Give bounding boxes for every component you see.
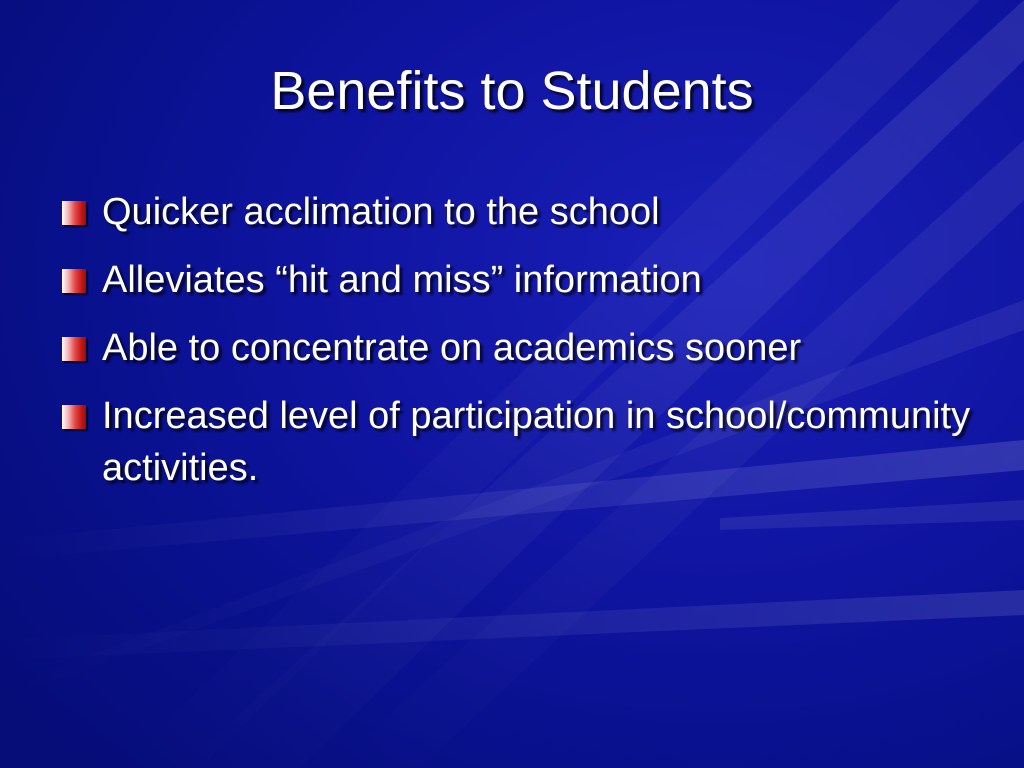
bullet-text: Able to concentrate on academics sooner	[102, 327, 802, 369]
bullet-item	[62, 322, 982, 374]
slide-title: Benefits to Students	[270, 61, 754, 121]
bullet-text: Alleviates “hit and miss” information	[102, 259, 702, 301]
bullet-list	[62, 186, 982, 510]
square-bullet-icon	[62, 337, 86, 361]
bullet-item	[62, 390, 982, 494]
square-bullet-icon	[62, 201, 86, 225]
bullet-item	[62, 186, 982, 238]
bullet-text: Increased level of participation in school/community activities.	[102, 395, 971, 489]
bullet-item	[62, 254, 982, 306]
square-bullet-icon	[62, 405, 86, 429]
bullet-text: Quicker acclimation to the school	[102, 191, 660, 233]
square-bullet-icon	[62, 269, 86, 293]
